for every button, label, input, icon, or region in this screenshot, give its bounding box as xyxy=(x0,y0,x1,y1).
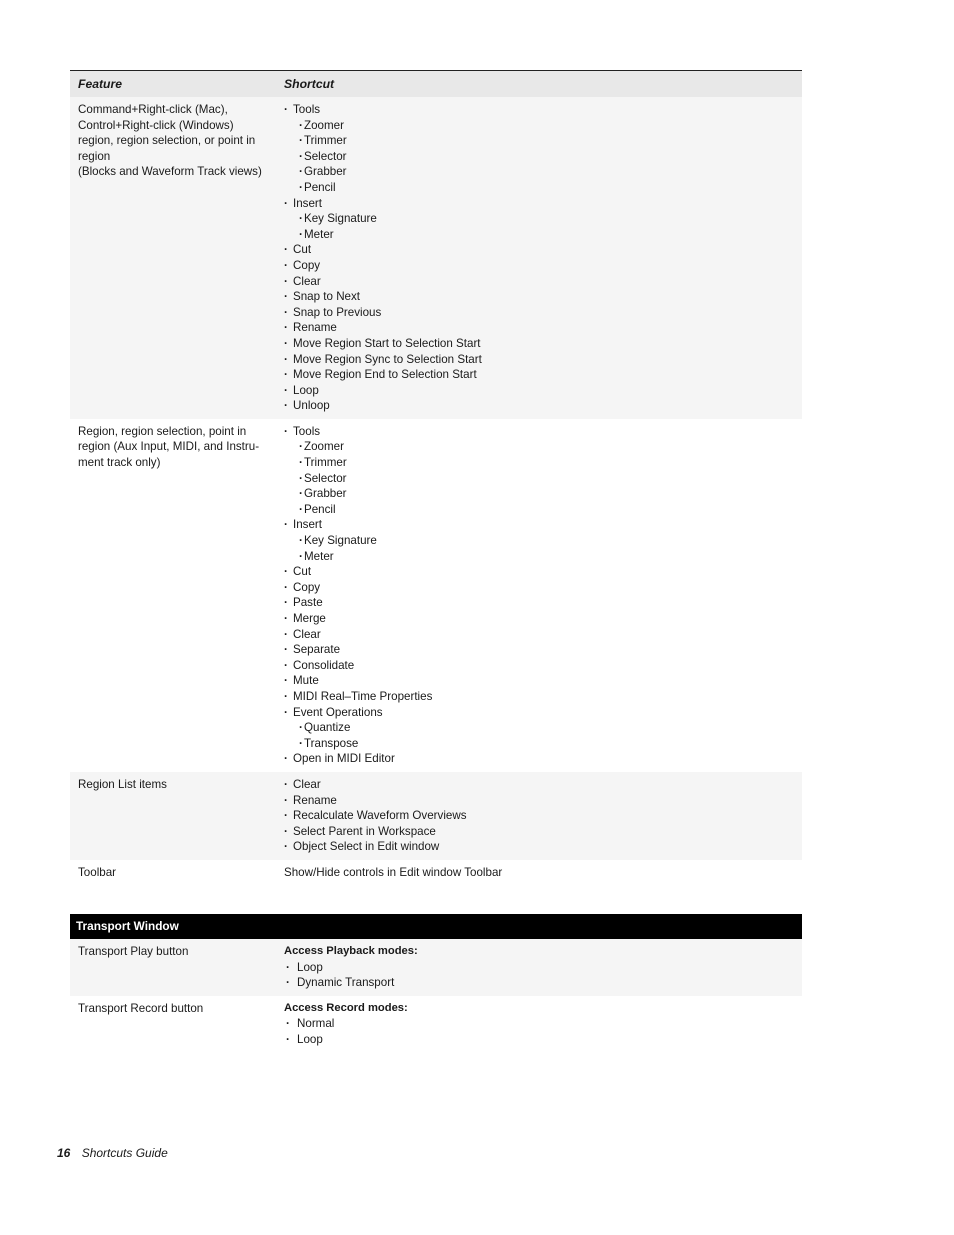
sub-list-item: · Pencil xyxy=(284,502,802,518)
sub-list-item: · Key Signature xyxy=(284,211,802,227)
page-footer xyxy=(57,1146,168,1160)
shortcut-list xyxy=(284,424,802,767)
feature-line: region xyxy=(78,149,111,163)
feature-cell xyxy=(70,772,277,860)
feature-cell: Transport Play button xyxy=(78,945,189,958)
shortcut-list xyxy=(284,777,802,855)
list-item: · Clear xyxy=(284,274,802,290)
list-item: · Loop xyxy=(284,960,802,976)
shortcuts-table xyxy=(70,70,802,886)
sub-list-item: · Meter xyxy=(284,549,802,565)
table-row xyxy=(70,97,802,419)
list-item: · MIDI Real–Time Properties xyxy=(284,689,802,705)
sub-list-item: · Meter xyxy=(284,227,802,243)
feature-line: Region List items xyxy=(78,777,167,791)
list-item: · Event Operations xyxy=(284,705,802,721)
sub-list-item: · Grabber xyxy=(284,486,802,502)
list-item: · Separate xyxy=(284,642,802,658)
list-item: · Recalculate Waveform Overviews xyxy=(284,808,802,824)
list-item: · Open in MIDI Editor xyxy=(284,751,802,767)
table-header xyxy=(70,71,802,97)
list-item: · Rename xyxy=(284,793,802,809)
sub-list-item: · Quantize xyxy=(284,720,802,736)
list-item: · Snap to Next xyxy=(284,289,802,305)
table-row xyxy=(70,860,802,886)
feature-cell xyxy=(70,419,277,772)
feature-column-header: Feature xyxy=(78,77,123,91)
shortcut-cell xyxy=(277,772,802,860)
shortcut-cell xyxy=(277,996,802,1053)
feature-line: Command+Right-click (Mac), xyxy=(78,103,228,116)
sub-list-item: · Zoomer xyxy=(284,439,802,455)
list-item: · Merge xyxy=(284,611,802,627)
shortcut-cell xyxy=(277,939,802,996)
feature-line: Control+Right-click (Windows) xyxy=(78,118,234,132)
list-item: · Loop xyxy=(284,383,802,399)
shortcut-cell xyxy=(277,97,802,419)
shortcut-cell: Show/Hide controls in Edit window Toolbar xyxy=(284,865,503,879)
list-item: · Move Region Sync to Selection Start xyxy=(284,352,802,368)
page-number: 16 xyxy=(57,1146,71,1160)
shortcut-cell xyxy=(277,419,802,772)
list-item: · Consolidate xyxy=(284,658,802,674)
feature-line: ment track only) xyxy=(78,456,161,470)
sub-list-item: · Trimmer xyxy=(284,133,802,149)
feature-cell xyxy=(70,860,277,886)
modes-list xyxy=(284,1016,802,1047)
section-header-transport-window: Transport Window xyxy=(70,914,802,939)
list-item: · Cut xyxy=(284,242,802,258)
modes-heading: Access Playback modes: xyxy=(284,945,418,957)
list-item: · Move Region Start to Selection Start xyxy=(284,336,802,352)
shortcut-list xyxy=(284,102,802,414)
list-item: · Clear xyxy=(284,627,802,643)
list-item: · Insert xyxy=(284,517,802,533)
feature-line: (Blocks and Waveform Track views) xyxy=(78,165,262,179)
list-item: · Insert xyxy=(284,196,802,212)
list-item: · Tools xyxy=(284,424,802,440)
list-item: · Copy xyxy=(284,258,802,274)
sub-list-item: · Key Signature xyxy=(284,533,802,549)
sub-list-item: · Trimmer xyxy=(284,455,802,471)
sub-list-item: · Zoomer xyxy=(284,118,802,134)
list-item: · Loop xyxy=(284,1032,802,1048)
feature-line: region (Aux Input, MIDI, and Instru- xyxy=(78,440,260,454)
list-item: · Rename xyxy=(284,320,802,336)
feature-cell xyxy=(70,97,277,419)
feature-cell: Transport Record button xyxy=(78,1001,204,1015)
table-row xyxy=(70,772,802,860)
list-item: · Paste xyxy=(284,595,802,611)
table-row xyxy=(70,419,802,772)
modes-list xyxy=(284,960,802,991)
list-item: · Unloop xyxy=(284,398,802,414)
transport-window-table xyxy=(70,914,802,1053)
list-item: · Copy xyxy=(284,580,802,596)
list-item: · Clear xyxy=(284,777,802,793)
modes-heading: Access Record modes: xyxy=(284,1001,408,1014)
sub-list-item: · Transpose xyxy=(284,736,802,752)
table-row xyxy=(70,996,802,1053)
sub-list-item: · Pencil xyxy=(284,180,802,196)
sub-list-item: · Selector xyxy=(284,149,802,165)
sub-list-item: · Grabber xyxy=(284,164,802,180)
list-item: · Object Select in Edit window xyxy=(284,839,802,855)
sub-list-item: · Selector xyxy=(284,471,802,487)
list-item: · Cut xyxy=(284,564,802,580)
table-row xyxy=(70,939,802,996)
list-item: · Move Region End to Selection Start xyxy=(284,367,802,383)
guide-name: Shortcuts Guide xyxy=(81,1146,168,1160)
list-item: · Dynamic Transport xyxy=(284,975,802,991)
list-item: · Mute xyxy=(284,673,802,689)
list-item: · Snap to Previous xyxy=(284,305,802,321)
shortcut-column-header: Shortcut xyxy=(284,77,335,91)
list-item: · Tools xyxy=(284,102,802,118)
feature-line: Region, region selection, point in xyxy=(78,424,247,438)
feature-line: region, region selection, or point in xyxy=(78,134,256,148)
feature-line: Toolbar xyxy=(78,865,117,879)
list-item: · Normal xyxy=(284,1016,802,1032)
list-item: · Select Parent in Workspace xyxy=(284,824,802,840)
